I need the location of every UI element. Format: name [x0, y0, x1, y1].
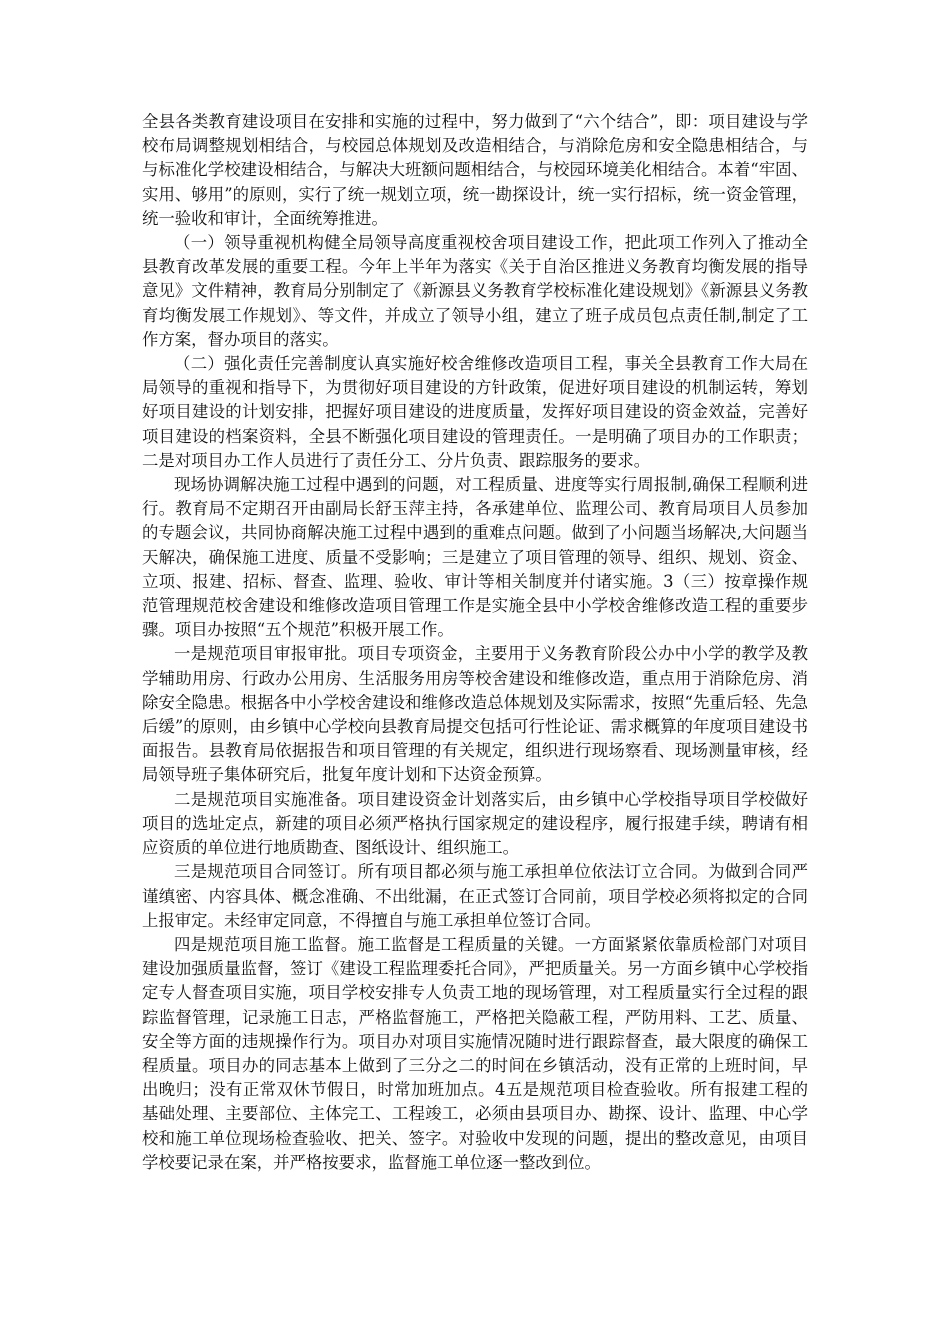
paragraph-coordination: 现场协调解决施工过程中遇到的问题，对工程质量、进度等实行周报制,确保工程顺利进行。教育局不定期召开由副局长舒玉萍主持，各承建单位、监理公司、教育局项目人员参加的专题会议，共同协商解决施工过程中遇到的重难点问题。做到了小问题当场解决,大问题当天解决，确保施工进度、质量不受影响；三是建立了项目管理的领导、组织、规划、资金、立项、报建、招标、督查、监理、验收、审计等相关制度并付诸实施。3（三）按章操作规范管理规范校舍建设和维修改造项目管理工作是实施全县中小学校舍维修改造工程的重要步骤。项目办按照“五个规范”积极开展工作。 — [142, 475, 808, 640]
paragraph-section-1: （一）领导重视机构健全局领导高度重视校舍项目建设工作，把此项工作列入了推动全县教育改革发展的重要工程。今年上半年为落实《关于自治区推进义务教育均衡发展的指导意见》文件精神，教育局分别制定了《新源县义务教育学校标准化建设规划》《新源县义务教育均衡发展工作规划》、等文件，并成立了领导小组，建立了班子成员包点责任制,制定了工作方案，督办项目的落实。 — [142, 233, 808, 349]
paragraph-supervision: 四是规范项目施工监督。施工监督是工程质量的关键。一方面紧紧依靠质检部门对项目建设加强质量监督，签订《建设工程监理委托合同》，严把质量关。另一方面乡镇中心学校指定专人督查项目实施，项目学校安排专人负责工地的现场管理，对工程质量实行全过程的跟踪监督管理，记录施工日志，严格监督施工，严格把关隐蔽工程，严防用料、工艺、质量、安全等方面的违规操作行为。项目办对项目实施情况随时进行跟踪督查，最大限度的确保工程质量。项目办的同志基本上做到了三分之二的时间在乡镇活动，没有正常的上班时间，早出晚归；没有正常双休节假日，时常加班加点。4五是规范项目检查验收。所有报建工程的基础处理、主要部位、主体完工、工程竣工，必须由县项目办、勘探、设计、监理、中心学校和施工单位现场检查验收、把关、签字。对验收中发现的问题，提出的整改意见，由项目学校要记录在案，并严格按要求，监督施工单位逐一整改到位。 — [142, 934, 808, 1172]
paragraph-contract: 三是规范项目合同签订。所有项目都必须与施工承担单位依法订立合同。为做到合同严谨缜密、内容具体、概念准确、不出纰漏，在正式签订合同前，项目学校必须将拟定的合同上报审定。未经审定同意，不得擅自与施工承担单位签订合同。 — [142, 862, 808, 930]
document-body — [142, 110, 808, 1175]
paragraph-preparation: 二是规范项目实施准备。项目建设资金计划落实后，由乡镇中心学校指导项目学校做好项目的选址定点，新建的项目必须严格执行国家规定的建设程序，履行报建手续，聘请有相应资质的单位进行地质勘查、图纸设计、组织施工。 — [142, 789, 808, 858]
paragraph-section-2: （二）强化责任完善制度认真实施好校舍维修改造项目工程，事关全县教育工作大局在局领导的重视和指导下，为贯彻好项目建设的方针政策，促进好项目建设的机制运转，筹划好项目建设的计划安排，把握好项目建设的进度质量，发挥好项目建设的资金效益，完善好项目建设的档案资料，全县不断强化项目建设的管理责任。一是明确了项目办的工作职责；二是对项目办工作人员进行了责任分工、分片负责、跟踪服务的要求。 — [142, 354, 808, 470]
paragraph-intro: 全县各类教育建设项目在安排和实施的过程中，努力做到了“六个结合”，即：项目建设与学校布局调整规划相结合，与校园总体规划及改造相结合，与消除危房和安全隐患相结合，与与标准化学校建设相结合，与解决大班额问题相结合，与校园环境美化相结合。本着“牢固、实用、够用”的原则，实行了统一规划立项，统一勘探设计，统一实行招标，统一资金管理，统一验收和审计，全面统筹推进。 — [142, 112, 808, 228]
paragraph-approval: 一是规范项目审报审批。项目专项资金，主要用于义务教育阶段公办中小学的教学及教学辅助用房、行政办公用房、生活服务用房等校舍建设和维修改造，重点用于消除危房、消除安全隐患。根据各中小学校舍建设和维修改造总体规划及实际需求，按照“先重后轻、先急后缓”的原则，由乡镇中心学校向县教育局提交包括可行性论证、需求概算的年度项目建设书面报告。县教育局依据报告和项目管理的有关规定，组织进行现场察看、现场测量审核，经局领导班子集体研究后，批复年度计划和下达资金预算。 — [142, 644, 808, 785]
